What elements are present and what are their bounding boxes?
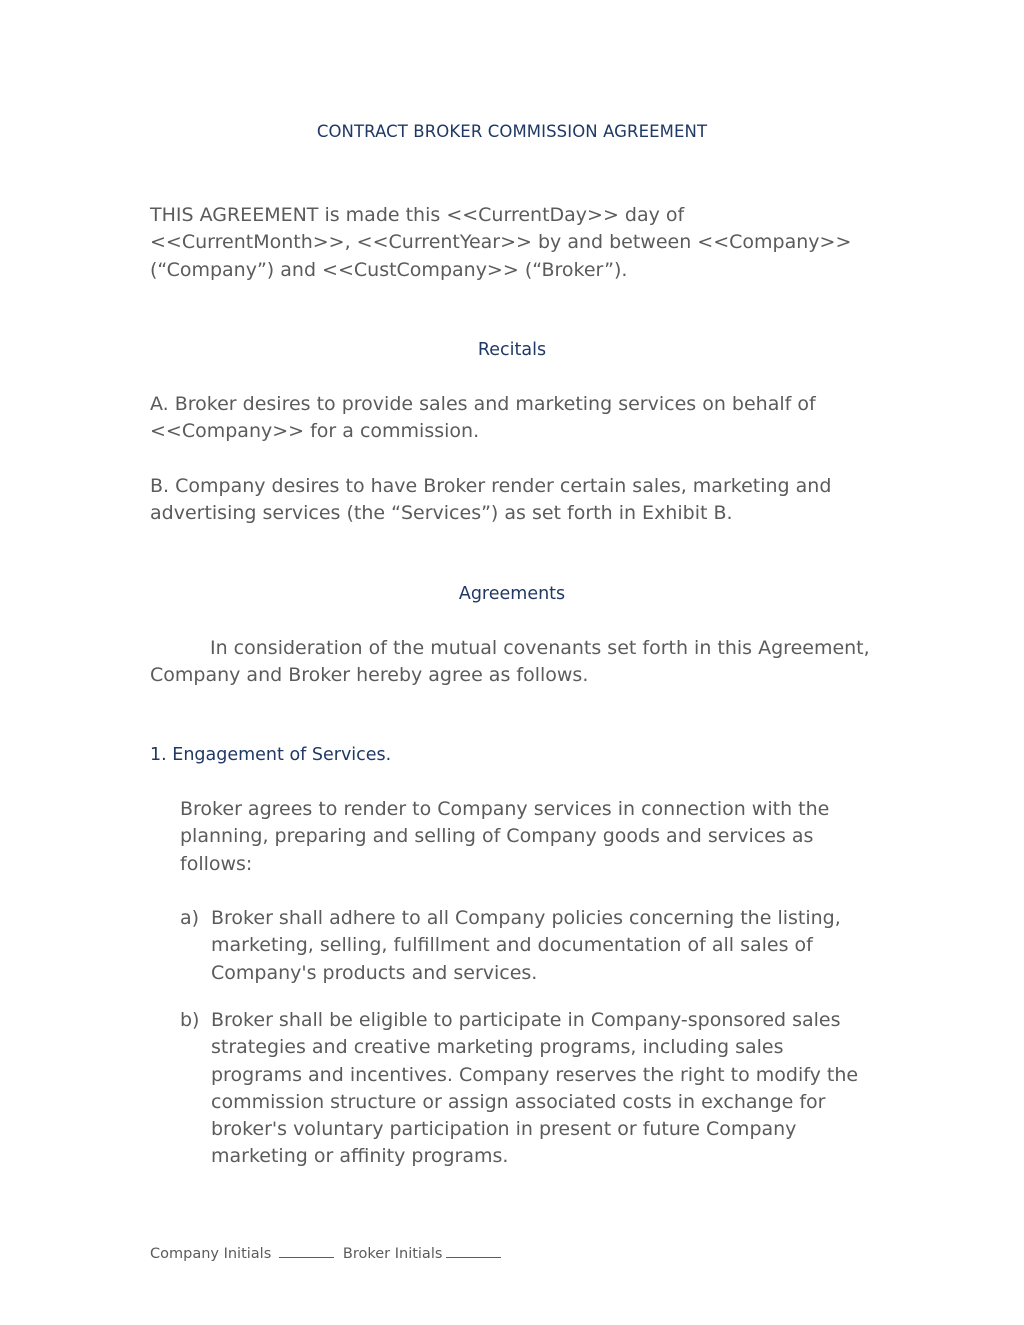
agreements-intro: In consideration of the mutual covenants set forth in this Agreement, Company and Broker hereby agree as follows. [150, 637, 870, 687]
section-1-body: Broker agrees to render to Company services in connection with the planning, preparing and selling of Company goods and services as follows: [180, 798, 830, 875]
recitals-heading: Recitals [477, 340, 547, 360]
document-title: CONTRACT BROKER COMMISSION AGREEMENT [316, 122, 708, 141]
list-item-text: Broker shall be eligible to participate in Company-sponsored sales strategies and creative marketing programs, including sales programs and incentives. Company reserves the right to modify the commission structure or assign associated costs in exchange for broker's voluntary participation in present or future Company marketing or affinity programs. [211, 1009, 859, 1168]
agreements-heading: Agreements [458, 584, 566, 604]
company-initials-label: Company Initials [150, 1246, 272, 1262]
initials-footer [150, 1245, 505, 1262]
company-initials-line[interactable] [279, 1245, 334, 1258]
intro-paragraph: THIS AGREEMENT is made this <<CurrentDay>> day of <<CurrentMonth>>, <<CurrentYear>> by and between <<Company>> (“Company”) and <<CustCompany>> (“Broker”). [150, 204, 852, 281]
list-item-a [180, 905, 850, 987]
recital-b: B. Company desires to have Broker render certain sales, marketing and advertising services (the “Services”) as set forth in Exhibit B. [150, 475, 832, 525]
list-marker: a) [180, 907, 200, 929]
recital-a: A. Broker desires to provide sales and marketing services on behalf of <<Company>> for a commission. [150, 393, 816, 443]
list-marker: b) [180, 1009, 200, 1031]
broker-initials-line[interactable] [446, 1245, 501, 1258]
list-item-text: Broker shall adhere to all Company policies concerning the listing, marketing, selling, fulfillment and documentation of all sales of Company's products and services. [211, 907, 841, 984]
section-1-heading: 1. Engagement of Services. [150, 745, 392, 765]
list-item-b [180, 1007, 880, 1171]
broker-initials-label: Broker Initials [342, 1246, 443, 1262]
